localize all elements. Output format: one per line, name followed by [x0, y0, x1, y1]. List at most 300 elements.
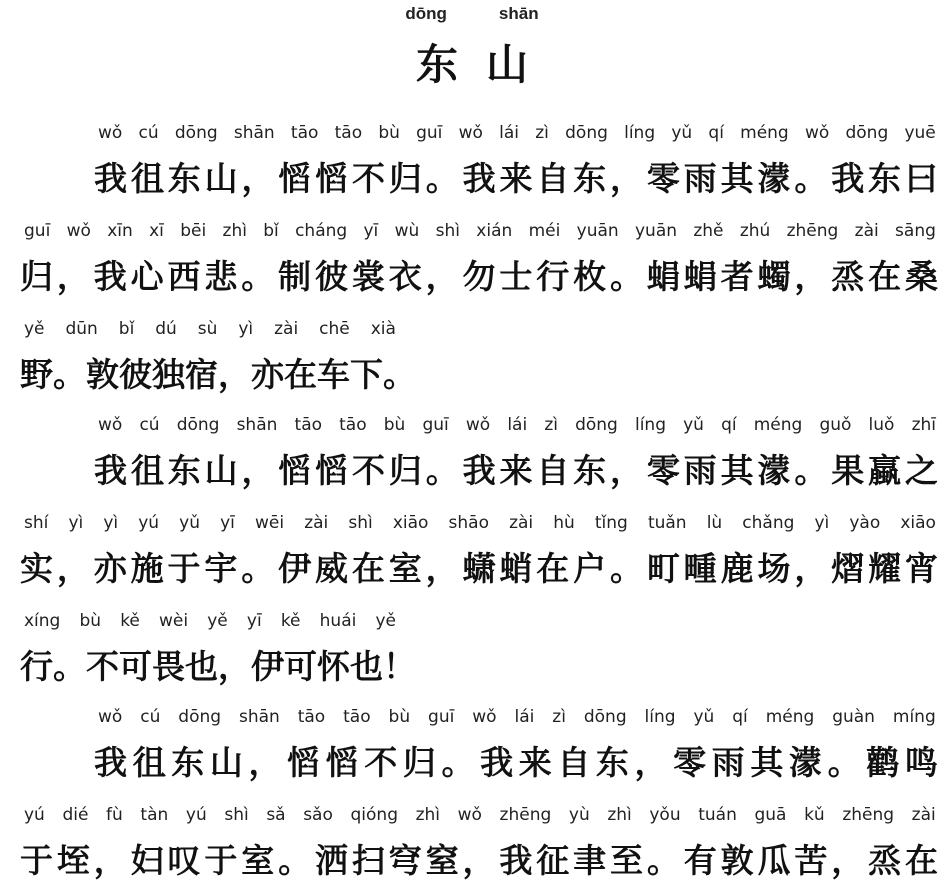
hanzi-character: 山: [204, 159, 238, 198]
hanzi-character: 穹: [388, 841, 422, 880]
hanzi-character: 慆: [287, 743, 321, 782]
hanzi-character: 曰: [904, 159, 938, 198]
pinyin-syllable: huái: [319, 611, 357, 631]
punctuation: 。: [383, 355, 416, 394]
hanzi-character: 敦: [720, 841, 754, 880]
hanzi-character: 亦: [93, 549, 127, 588]
punctuation: 。: [241, 257, 275, 296]
hanzi-character: 不: [86, 647, 119, 686]
pinyin-syllable: yú: [185, 805, 207, 825]
hanzi-character: 我: [462, 451, 496, 490]
pinyin-syllable: yú: [24, 805, 45, 825]
pinyin-syllable: zhēng: [786, 221, 839, 241]
pinyin-syllable: líng: [644, 707, 676, 727]
hanzi-character: 其: [750, 743, 784, 782]
punctuation: 。: [610, 549, 643, 588]
pinyin-syllable: wǒ: [457, 805, 482, 825]
hanzi-character: 蜎: [646, 257, 680, 296]
pinyin-syllable: guā: [754, 805, 787, 825]
hanzi-character: 室: [388, 549, 422, 588]
pinyin-row: [24, 219, 936, 243]
pinyin-syllable: wǒ: [98, 415, 123, 435]
pinyin-syllable: qióng: [350, 805, 398, 825]
pinyin-syllable: lái: [507, 415, 528, 435]
hanzi-character: 不: [364, 743, 398, 782]
hanzi-character: 窒: [425, 841, 459, 880]
pinyin-syllable: zài: [911, 805, 936, 825]
hanzi-character: 我: [480, 743, 514, 782]
pinyin-syllable: wǒ: [804, 123, 830, 143]
hanzi-character: 行: [536, 257, 570, 296]
hanzi-character: 零: [646, 451, 680, 490]
hanzi-character: 徂: [132, 743, 166, 782]
pinyin-syllable: lái: [499, 123, 520, 143]
hanzi-character: 宇: [204, 549, 238, 588]
pinyin-syllable: tāo: [334, 123, 363, 143]
punctuation: 。: [441, 743, 475, 782]
pinyin-syllable: dōng: [178, 707, 222, 727]
hanzi-character: 我: [94, 159, 127, 198]
pinyin-syllable: yě: [207, 611, 228, 631]
hanzi-character: 征: [536, 841, 570, 880]
hanzi-character: 鸣: [904, 743, 938, 782]
hanzi-character: 零: [673, 743, 707, 782]
hanzi-character: 彼: [315, 257, 348, 296]
hanzi-character: 于: [20, 841, 53, 880]
pinyin-syllable: zài: [854, 221, 879, 241]
pinyin-syllable: wēi: [255, 513, 285, 533]
hanzi-character: 雨: [683, 451, 717, 490]
hanzi-character: 野: [20, 355, 53, 394]
pinyin-syllable: kě: [280, 611, 301, 631]
pinyin-syllable: wèi: [159, 611, 189, 631]
hanzi-character: 耀: [868, 549, 902, 588]
pinyin-syllable: xiāo: [900, 513, 936, 533]
pinyin-syllable: zhú: [739, 221, 771, 241]
pinyin-syllable: zì: [544, 415, 558, 435]
hanzi-character: 伊: [251, 647, 284, 686]
pinyin-syllable: xián: [476, 221, 513, 241]
hanzi-character: 其: [720, 159, 754, 198]
hanzi-character: 东: [167, 159, 201, 198]
pinyin-syllable: bù: [378, 123, 400, 143]
verse-line: [20, 645, 416, 689]
hanzi-character: 自: [536, 159, 570, 198]
pinyin-syllable: tāo: [294, 415, 323, 435]
hanzi-character: 户: [573, 549, 607, 588]
hanzi-character: 彼: [119, 355, 152, 394]
pinyin-syllable: dōng: [845, 123, 889, 143]
pinyin-row: [24, 317, 396, 341]
pinyin-syllable: lù: [706, 513, 723, 533]
pinyin-syllable: yù: [568, 805, 590, 825]
pinyin-syllable: yú: [138, 513, 160, 533]
hanzi-character: 自: [557, 743, 591, 782]
hanzi-character: 车: [317, 355, 350, 394]
pinyin-syllable: shān: [233, 123, 275, 143]
pinyin-syllable: dōng: [176, 415, 220, 435]
pinyin-syllable: zhì: [415, 805, 441, 825]
pinyin-syllable: zài: [274, 319, 299, 339]
pinyin-syllable: yī: [246, 611, 262, 631]
hanzi-character: 至: [610, 841, 643, 880]
pinyin-syllable: yì: [103, 513, 119, 533]
pinyin-syllable: yǔ: [179, 513, 201, 533]
hanzi-character: 桑: [905, 257, 938, 296]
punctuation: 。: [53, 647, 86, 686]
pinyin-syllable: cháng: [295, 221, 348, 241]
pinyin-syllable: wǒ: [98, 123, 123, 143]
hanzi-character: 东: [573, 159, 607, 198]
punctuation: ，: [425, 549, 459, 588]
hanzi-character: 濛: [757, 451, 791, 490]
verse-line: [20, 839, 938, 883]
pinyin-syllable: qí: [732, 707, 748, 727]
hanzi-character: 场: [757, 549, 791, 588]
pinyin-syllable: xiāo: [392, 513, 429, 533]
punctuation: ，: [93, 841, 127, 880]
hanzi-character: 于: [204, 841, 238, 880]
hanzi-character: 慆: [315, 451, 349, 490]
hanzi-character: 之: [904, 451, 938, 490]
hanzi-character: 果: [831, 451, 865, 490]
hanzi-character: 制: [278, 257, 312, 296]
hanzi-character: 可: [119, 647, 152, 686]
hanzi-character: 来: [499, 451, 533, 490]
hanzi-character: 者: [720, 257, 754, 296]
pinyin-syllable: guī: [24, 221, 51, 241]
pinyin-syllable: tǐng: [594, 513, 628, 533]
hanzi-character: 蠃: [868, 451, 902, 490]
pinyin-syllable: wǒ: [458, 123, 483, 143]
pinyin-syllable: zhēng: [842, 805, 895, 825]
punctuation: 。: [425, 451, 459, 490]
hanzi-character: 裳: [351, 257, 385, 296]
punctuation: ，: [794, 257, 828, 296]
pinyin-syllable: yì: [68, 513, 84, 533]
pinyin-syllable: zhì: [607, 805, 632, 825]
pinyin-syllable: dú: [155, 319, 177, 339]
pinyin-syllable: dōng: [174, 123, 218, 143]
hanzi-character: 归: [388, 451, 422, 490]
hanzi-character: 零: [646, 159, 680, 198]
pinyin-syllable: shì: [435, 221, 460, 241]
pinyin-syllable: yì: [238, 319, 254, 339]
hanzi-character: 山: [209, 743, 243, 782]
hanzi-character: 来: [518, 743, 552, 782]
pinyin-syllable: méng: [740, 123, 789, 143]
punctuation: ，: [218, 355, 251, 394]
hanzi-character: 也: [185, 647, 218, 686]
pinyin-syllable: zài: [509, 513, 534, 533]
hanzi-character: 室: [241, 841, 275, 880]
hanzi-character: 聿: [573, 841, 607, 880]
pinyin-syllable: zhī: [911, 415, 936, 435]
hanzi-character: 烝: [868, 841, 902, 880]
hanzi-character: 町: [646, 549, 680, 588]
punctuation: ，: [56, 549, 90, 588]
hanzi-character: 山: [204, 451, 238, 490]
title-pinyin-syllable: dōng: [405, 4, 447, 23]
punctuation: 。: [794, 159, 828, 198]
pinyin-syllable: dōng: [565, 123, 608, 143]
hanzi-character: 有: [683, 841, 717, 880]
pinyin-syllable: dūn: [65, 319, 98, 339]
hanzi-character: 归: [388, 159, 422, 198]
pinyin-syllable: kě: [120, 611, 140, 631]
hanzi-character: 自: [536, 451, 570, 490]
pinyin-syllable: bù: [388, 707, 411, 727]
title-pinyin-syllable: shān: [498, 4, 539, 23]
pinyin-syllable: qí: [721, 415, 737, 435]
pinyin-syllable: zhēng: [499, 805, 552, 825]
pinyin-syllable: yǒu: [649, 805, 681, 825]
hanzi-character: 徂: [130, 451, 164, 490]
pinyin-row: [24, 803, 936, 827]
pinyin-syllable: cú: [140, 707, 161, 727]
pinyin-syllable: shì: [348, 513, 373, 533]
pinyin-syllable: dōng: [575, 415, 618, 435]
hanzi-character: 悲: [204, 257, 238, 296]
punctuation: 。: [646, 841, 680, 880]
pinyin-syllable: wǒ: [66, 221, 91, 241]
hanzi-character: 宿: [185, 355, 218, 394]
hanzi-character: 我: [94, 451, 127, 490]
pinyin-syllable: tāo: [297, 707, 326, 727]
punctuation: ，: [634, 743, 668, 782]
pinyin-syllable: zhě: [693, 221, 724, 241]
punctuation: ，: [241, 159, 275, 198]
hanzi-character: 雨: [683, 159, 717, 198]
pinyin-syllable: sǎ: [266, 805, 286, 825]
page-title: [0, 32, 944, 92]
verse-line: [94, 157, 938, 201]
pinyin-syllable: shāo: [448, 513, 489, 533]
pinyin-syllable: xíng: [24, 611, 61, 631]
pinyin-syllable: shān: [238, 707, 280, 727]
pinyin-syllable: yě: [24, 319, 45, 339]
hanzi-character: 独: [152, 355, 185, 394]
hanzi-character: 徂: [130, 159, 164, 198]
pinyin-syllable: dōng: [583, 707, 627, 727]
pinyin-syllable: wǒ: [465, 415, 491, 435]
hanzi-character: 濛: [788, 743, 822, 782]
punctuation: 。: [827, 743, 861, 782]
hanzi-character: 宵: [905, 549, 938, 588]
hanzi-character: 不: [352, 451, 386, 490]
punctuation: ，: [610, 451, 644, 490]
pinyin-row: [24, 511, 936, 535]
pinyin-syllable: shān: [236, 415, 278, 435]
hanzi-character: 蜎: [683, 257, 717, 296]
pinyin-syllable: zài: [304, 513, 329, 533]
hanzi-character: 东: [595, 743, 629, 782]
hanzi-character: 叹: [167, 841, 201, 880]
hanzi-character: 垤: [56, 841, 90, 880]
hanzi-character: 慆: [325, 743, 359, 782]
hanzi-character: 我: [831, 159, 865, 198]
hanzi-character: 我: [94, 743, 127, 782]
pinyin-syllable: shí: [24, 513, 49, 533]
pinyin-syllable: yào: [849, 513, 881, 533]
hanzi-character: 衣: [388, 257, 422, 296]
verse-line: [20, 547, 938, 591]
title-character: 东: [415, 40, 458, 89]
hanzi-character: 东: [167, 451, 201, 490]
pinyin-row: [24, 609, 396, 633]
pinyin-syllable: dié: [62, 805, 89, 825]
pinyin-row: [98, 121, 936, 145]
pinyin-syllable: shì: [224, 805, 249, 825]
punctuation: ，: [831, 841, 865, 880]
pinyin-syllable: cú: [139, 415, 160, 435]
pinyin-syllable: tāo: [339, 415, 367, 435]
hanzi-character: 在: [868, 257, 902, 296]
pinyin-syllable: guī: [422, 415, 449, 435]
hanzi-character: 在: [351, 549, 385, 588]
punctuation: ，: [241, 451, 275, 490]
pinyin-syllable: yuē: [904, 123, 936, 143]
pinyin-syllable: guī: [416, 123, 443, 143]
pinyin-syllable: yī: [363, 221, 379, 241]
pinyin-syllable: sǎo: [303, 805, 333, 825]
pinyin-syllable: wù: [394, 221, 420, 241]
pinyin-syllable: méng: [753, 415, 803, 435]
pinyin-syllable: yuān: [634, 221, 678, 241]
pinyin-syllable: qí: [708, 123, 724, 143]
pinyin-syllable: bù: [383, 415, 406, 435]
punctuation: 。: [794, 451, 828, 490]
pinyin-syllable: yì: [814, 513, 830, 533]
hanzi-character: 勿: [462, 257, 496, 296]
pinyin-syllable: lái: [514, 707, 535, 727]
pinyin-syllable: cú: [138, 123, 159, 143]
pinyin-syllable: tāo: [290, 123, 319, 143]
hanzi-character: 于: [167, 549, 201, 588]
pinyin-syllable: bǐ: [263, 221, 279, 241]
pinyin-syllable: sù: [197, 319, 218, 339]
punctuation: ，: [248, 743, 282, 782]
punctuation: 。: [425, 159, 459, 198]
hanzi-character: 苦: [794, 841, 828, 880]
punctuation: ，: [56, 257, 90, 296]
hanzi-character: 下: [350, 355, 383, 394]
hanzi-character: 敦: [86, 355, 119, 394]
pinyin-syllable: luǒ: [868, 415, 895, 435]
pinyin-syllable: tāo: [343, 707, 371, 727]
hanzi-character: 可: [284, 647, 317, 686]
pinyin-syllable: yě: [375, 611, 396, 631]
hanzi-character: 蠋: [757, 257, 791, 296]
hanzi-character: 我: [462, 159, 496, 198]
pinyin-syllable: tàn: [140, 805, 169, 825]
pinyin-syllable: bēi: [180, 221, 207, 241]
hanzi-character: 慆: [278, 451, 312, 490]
hanzi-character: 慆: [315, 159, 349, 198]
hanzi-character: 妇: [130, 841, 164, 880]
verse-line: [20, 353, 416, 397]
pinyin-syllable: wǒ: [98, 707, 123, 727]
pinyin-syllable: fù: [106, 805, 123, 825]
hanzi-character: 伊: [278, 549, 312, 588]
hanzi-character: 怀: [317, 647, 350, 686]
pinyin-syllable: yī: [220, 513, 235, 533]
pinyin-syllable: sāng: [895, 221, 936, 241]
pinyin-syllable: yǔ: [671, 123, 693, 143]
title-pinyin: [0, 4, 944, 24]
punctuation: ！: [383, 647, 416, 686]
punctuation: 。: [610, 257, 643, 296]
pinyin-syllable: chǎng: [742, 513, 795, 533]
hanzi-character: 西: [167, 257, 201, 296]
pinyin-syllable: hù: [553, 513, 575, 533]
hanzi-character: 鹳: [866, 743, 900, 782]
verse-line: [94, 449, 938, 493]
punctuation: ，: [794, 549, 828, 588]
hanzi-character: 濛: [757, 159, 791, 198]
punctuation: 。: [278, 841, 312, 880]
pinyin-syllable: wǒ: [472, 707, 497, 727]
pinyin-row: [98, 413, 936, 437]
pinyin-syllable: bù: [79, 611, 102, 631]
hanzi-character: 蛸: [499, 549, 533, 588]
pinyin-syllable: yǔ: [683, 415, 704, 435]
pinyin-syllable: guǒ: [819, 415, 852, 435]
pinyin-syllable: xī: [149, 221, 164, 241]
pinyin-syllable: méi: [528, 221, 561, 241]
hanzi-character: 在: [905, 841, 938, 880]
pinyin-syllable: xīn: [107, 221, 133, 241]
pinyin-syllable: líng: [624, 123, 656, 143]
pinyin-syllable: míng: [892, 707, 936, 727]
punctuation: 。: [241, 549, 275, 588]
pinyin-syllable: zhì: [222, 221, 247, 241]
pinyin-syllable: líng: [634, 415, 666, 435]
hanzi-character: 来: [499, 159, 533, 198]
pinyin-syllable: chē: [319, 319, 350, 339]
hanzi-character: 东: [868, 159, 902, 198]
pinyin-row: [98, 705, 936, 729]
punctuation: ，: [462, 841, 496, 880]
pinyin-syllable: zì: [552, 707, 566, 727]
hanzi-character: 其: [720, 451, 754, 490]
hanzi-character: 行: [20, 647, 53, 686]
hanzi-character: 我: [499, 841, 533, 880]
pinyin-syllable: xià: [370, 319, 396, 339]
punctuation: ，: [425, 257, 459, 296]
hanzi-character: 实: [20, 549, 53, 588]
pinyin-syllable: guī: [428, 707, 455, 727]
hanzi-character: 枚: [573, 257, 607, 296]
verse-line: [94, 741, 938, 785]
hanzi-character: 畽: [683, 549, 717, 588]
hanzi-character: 烝: [831, 257, 865, 296]
hanzi-character: 雨: [711, 743, 745, 782]
pinyin-syllable: yǔ: [693, 707, 715, 727]
pinyin-syllable: kǔ: [804, 805, 825, 825]
punctuation: ，: [218, 647, 251, 686]
hanzi-character: 扫: [351, 841, 385, 880]
hanzi-character: 士: [499, 257, 533, 296]
hanzi-character: 畏: [152, 647, 185, 686]
pinyin-syllable: yuān: [576, 221, 619, 241]
pinyin-syllable: guàn: [832, 707, 875, 727]
hanzi-character: 归: [402, 743, 436, 782]
hanzi-character: 施: [130, 549, 164, 588]
hanzi-character: 归: [20, 257, 53, 296]
hanzi-character: 洒: [315, 841, 348, 880]
hanzi-character: 亦: [251, 355, 284, 394]
